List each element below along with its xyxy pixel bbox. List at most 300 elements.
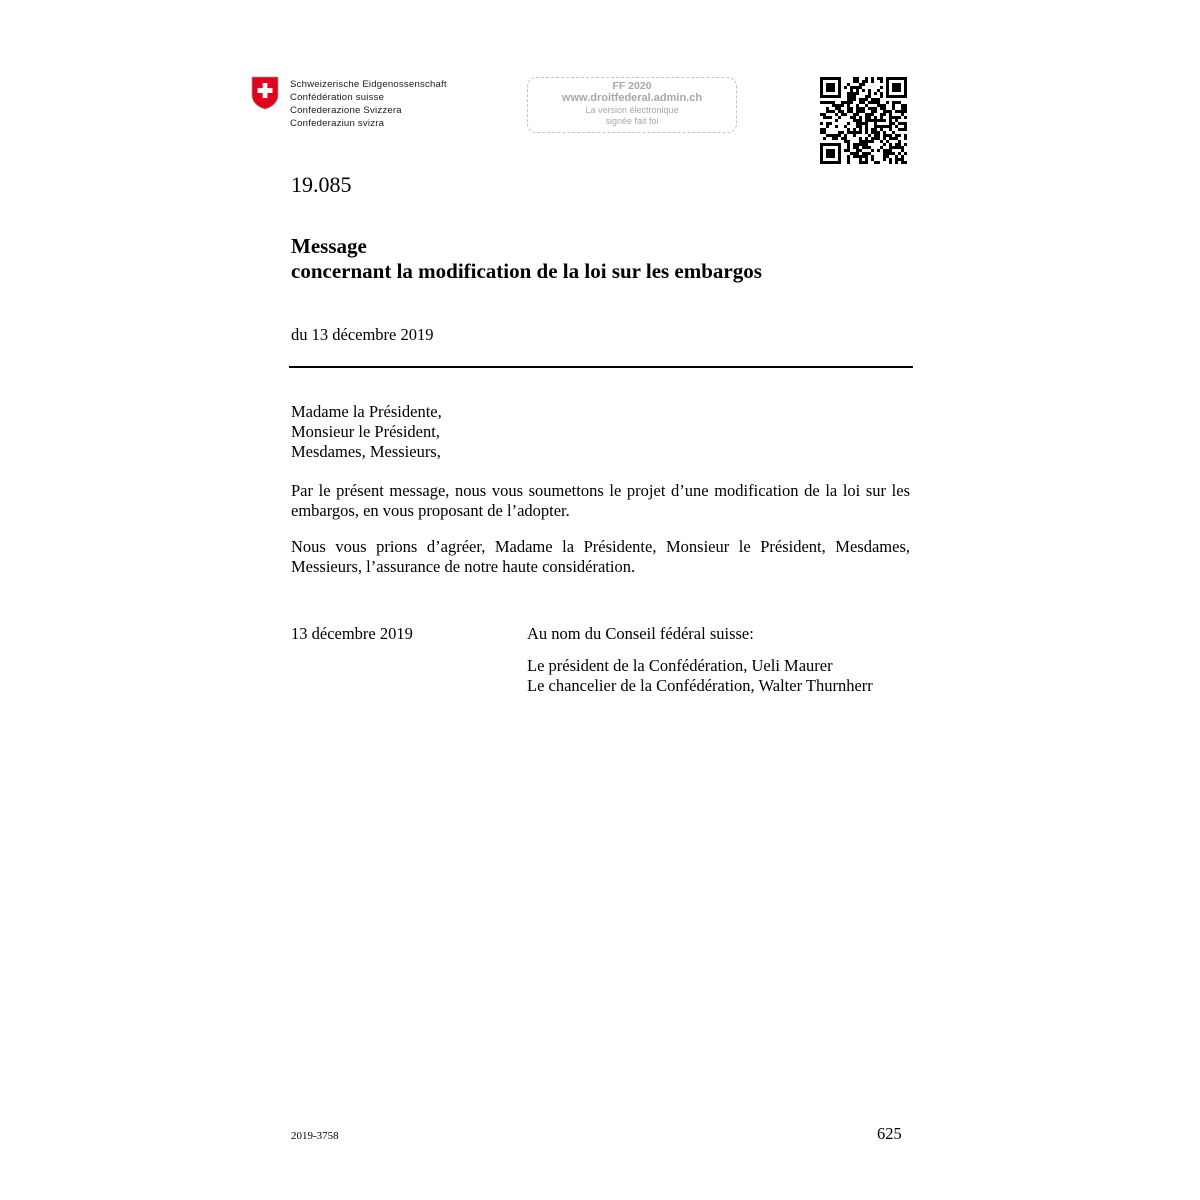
qr-module <box>877 125 880 128</box>
qr-module <box>868 113 871 116</box>
qr-module <box>877 149 880 152</box>
qr-module <box>889 149 892 152</box>
qr-module <box>826 155 829 158</box>
qr-module <box>859 161 862 164</box>
qr-module <box>886 86 889 89</box>
qr-module <box>865 95 868 98</box>
qr-module <box>901 128 904 131</box>
salutation-line1: Madame la Présidente, <box>291 402 442 421</box>
qr-module <box>838 92 841 95</box>
qr-module <box>838 134 841 137</box>
qr-module <box>847 143 850 146</box>
qr-module <box>856 155 859 158</box>
qr-module <box>838 89 841 92</box>
qr-module <box>898 146 901 149</box>
qr-module <box>832 137 835 140</box>
qr-module <box>832 143 835 146</box>
salutation <box>291 402 442 462</box>
qr-module <box>859 98 862 101</box>
qr-module <box>865 98 868 101</box>
body-paragraph-submission: Par le présent message, nous vous soumettons le projet d’une modification de la loi sur les embargos, en vous proposant de l’adopter. <box>291 481 910 520</box>
qr-module <box>856 110 859 113</box>
qr-module <box>871 131 874 134</box>
qr-module <box>853 152 856 155</box>
qr-module <box>865 152 868 155</box>
qr-module <box>895 134 898 137</box>
qr-module <box>829 89 832 92</box>
stamp-ff-reference: FF 2020 <box>612 80 652 92</box>
signatory-chancellor: Le chancelier de la Confédération, Walter Thurnherr <box>527 676 873 695</box>
qr-module <box>823 131 826 134</box>
qr-module <box>874 122 877 125</box>
confederation-name-fr: Confédération suisse <box>290 92 385 103</box>
qr-module <box>877 131 880 134</box>
qr-module <box>904 161 907 164</box>
qr-module <box>868 92 871 95</box>
qr-module <box>823 95 826 98</box>
qr-module <box>862 161 865 164</box>
qr-module <box>874 137 877 140</box>
qr-module <box>859 155 862 158</box>
qr-module <box>874 161 877 164</box>
qr-module <box>886 101 889 104</box>
qr-module <box>871 107 874 110</box>
qr-module <box>886 155 889 158</box>
qr-module <box>826 89 829 92</box>
qr-module <box>901 104 904 107</box>
qr-module <box>883 113 886 116</box>
qr-module <box>859 83 862 86</box>
qr-module <box>889 116 892 119</box>
qr-module <box>856 131 859 134</box>
qr-module <box>880 146 883 149</box>
official-publication-stamp <box>527 77 737 133</box>
qr-module <box>853 116 856 119</box>
qr-module <box>895 119 898 122</box>
qr-module <box>853 146 856 149</box>
qr-module <box>862 110 865 113</box>
qr-module <box>883 107 886 110</box>
qr-module <box>886 95 889 98</box>
qr-module <box>853 119 856 122</box>
qr-module <box>829 134 832 137</box>
qr-module <box>835 161 838 164</box>
document-date: du 13 décembre 2019 <box>291 325 434 344</box>
qr-module <box>838 107 841 110</box>
qr-module <box>883 119 886 122</box>
qr-module <box>886 149 889 152</box>
qr-module <box>868 146 871 149</box>
qr-module <box>820 152 823 155</box>
qr-module <box>850 131 853 134</box>
qr-module <box>904 137 907 140</box>
qr-module <box>898 86 901 89</box>
qr-module <box>820 86 823 89</box>
signature-on-behalf: Au nom du Conseil fédéral suisse: <box>527 624 754 643</box>
qr-module <box>871 158 874 161</box>
qr-module <box>820 113 823 116</box>
qr-module <box>892 83 895 86</box>
qr-module <box>892 107 895 110</box>
qr-module <box>895 110 898 113</box>
qr-module <box>838 86 841 89</box>
qr-module <box>886 83 889 86</box>
qr-module <box>904 83 907 86</box>
qr-module <box>877 161 880 164</box>
qr-module <box>904 125 907 128</box>
stamp-note-line1: La version électronique <box>585 105 679 115</box>
qr-module <box>838 104 841 107</box>
qr-module <box>895 86 898 89</box>
qr-module <box>841 137 844 140</box>
qr-module <box>850 107 853 110</box>
qr-module <box>871 80 874 83</box>
qr-module <box>895 143 898 146</box>
qr-module <box>856 152 859 155</box>
qr-module <box>847 98 850 101</box>
qr-module <box>826 149 829 152</box>
qr-module <box>856 149 859 152</box>
qr-module <box>877 77 880 80</box>
qr-module <box>862 107 865 110</box>
qr-module <box>895 158 898 161</box>
qr-module <box>862 146 865 149</box>
qr-module <box>880 92 883 95</box>
qr-module <box>889 95 892 98</box>
qr-module <box>892 86 895 89</box>
qr-module <box>859 122 862 125</box>
qr-module <box>850 101 853 104</box>
qr-module <box>886 110 889 113</box>
qr-module <box>874 125 877 128</box>
qr-module <box>820 101 823 104</box>
qr-module <box>898 116 901 119</box>
qr-module <box>856 77 859 80</box>
qr-module <box>862 83 865 86</box>
qr-module <box>820 89 823 92</box>
qr-module <box>859 101 862 104</box>
qr-module <box>862 140 865 143</box>
qr-module <box>838 158 841 161</box>
qr-module <box>898 152 901 155</box>
qr-module <box>904 86 907 89</box>
qr-module <box>835 113 838 116</box>
qr-module <box>853 92 856 95</box>
qr-module <box>829 110 832 113</box>
qr-module <box>823 77 826 80</box>
qr-module <box>868 107 871 110</box>
qr-module <box>889 158 892 161</box>
qr-module <box>853 131 856 134</box>
qr-module <box>847 155 850 158</box>
qr-module <box>877 137 880 140</box>
qr-module <box>832 101 835 104</box>
salutation-line3: Mesdames, Messieurs, <box>291 442 441 461</box>
qr-module <box>901 149 904 152</box>
qr-module <box>901 110 904 113</box>
qr-module <box>850 152 853 155</box>
qr-module <box>880 113 883 116</box>
qr-module <box>868 101 871 104</box>
qr-module <box>889 122 892 125</box>
stamp-note-line2: signée fait foi <box>605 116 659 126</box>
qr-module <box>895 125 898 128</box>
qr-module <box>838 149 841 152</box>
qr-module <box>820 128 823 131</box>
qr-module <box>865 140 868 143</box>
qr-module <box>898 128 901 131</box>
qr-module <box>847 149 850 152</box>
qr-module <box>832 134 835 137</box>
qr-module <box>835 143 838 146</box>
qr-module <box>850 95 853 98</box>
qr-module <box>856 89 859 92</box>
qr-module <box>850 110 853 113</box>
qr-module <box>841 104 844 107</box>
qr-module <box>874 98 877 101</box>
qr-module <box>892 104 895 107</box>
qr-module <box>901 161 904 164</box>
footer-document-id: 2019-3758 <box>291 1130 339 1142</box>
qr-module <box>835 125 838 128</box>
qr-module <box>895 101 898 104</box>
qr-module <box>886 140 889 143</box>
qr-module <box>859 119 862 122</box>
qr-module <box>853 98 856 101</box>
qr-module <box>829 155 832 158</box>
qr-module <box>847 161 850 164</box>
qr-module <box>838 143 841 146</box>
qr-module <box>865 128 868 131</box>
qr-module <box>865 113 868 116</box>
qr-module <box>826 122 829 125</box>
qr-module <box>847 101 850 104</box>
qr-module <box>826 95 829 98</box>
salutation-line2: Monsieur le Président, <box>291 422 440 441</box>
qr-module <box>895 137 898 140</box>
qr-module <box>820 155 823 158</box>
qr-module <box>823 137 826 140</box>
qr-module <box>877 134 880 137</box>
qr-module <box>889 152 892 155</box>
qr-module <box>853 80 856 83</box>
qr-module <box>850 89 853 92</box>
qr-module <box>883 137 886 140</box>
qr-module <box>859 149 862 152</box>
qr-module <box>904 152 907 155</box>
qr-module <box>826 101 829 104</box>
qr-module <box>841 131 844 134</box>
qr-module <box>862 101 865 104</box>
qr-module <box>871 149 874 152</box>
qr-module <box>862 152 865 155</box>
qr-module <box>859 137 862 140</box>
qr-module <box>832 95 835 98</box>
qr-module <box>820 161 823 164</box>
qr-module <box>904 122 907 125</box>
qr-module <box>886 125 889 128</box>
qr-module <box>886 92 889 95</box>
qr-module <box>844 134 847 137</box>
qr-module <box>865 161 868 164</box>
qr-module <box>889 143 892 146</box>
qr-module <box>883 104 886 107</box>
qr-module <box>838 152 841 155</box>
qr-module <box>898 122 901 125</box>
qr-module <box>904 128 907 131</box>
qr-module <box>859 86 862 89</box>
qr-module <box>856 143 859 146</box>
qr-module <box>847 131 850 134</box>
qr-module <box>856 80 859 83</box>
qr-module <box>892 95 895 98</box>
qr-module <box>826 161 829 164</box>
qr-module <box>883 125 886 128</box>
qr-module <box>847 92 850 95</box>
qr-module <box>880 77 883 80</box>
qr-module <box>892 131 895 134</box>
qr-module <box>838 83 841 86</box>
qr-module <box>859 158 862 161</box>
qr-module <box>847 95 850 98</box>
qr-module <box>856 104 859 107</box>
qr-module <box>832 86 835 89</box>
qr-module <box>826 107 829 110</box>
qr-module <box>886 152 889 155</box>
qr-module <box>838 95 841 98</box>
qr-module <box>892 137 895 140</box>
qr-module <box>820 122 823 125</box>
qr-module <box>904 134 907 137</box>
qr-module <box>829 116 832 119</box>
qr-module <box>874 131 877 134</box>
qr-module <box>820 95 823 98</box>
qr-module <box>835 137 838 140</box>
qr-module <box>853 143 856 146</box>
qr-module <box>829 83 832 86</box>
qr-module <box>859 128 862 131</box>
signatory-president: Le président de la Confédération, Ueli Maurer <box>527 656 833 675</box>
qr-module <box>847 128 850 131</box>
qr-module <box>865 143 868 146</box>
qr-module <box>865 131 868 134</box>
qr-module <box>832 77 835 80</box>
qr-module <box>829 152 832 155</box>
qr-module <box>862 122 865 125</box>
qr-module <box>898 77 901 80</box>
qr-module <box>874 128 877 131</box>
qr-module <box>889 110 892 113</box>
qr-module <box>898 158 901 161</box>
qr-module <box>880 86 883 89</box>
qr-module <box>865 155 868 158</box>
qr-module <box>865 137 868 140</box>
qr-module <box>871 155 874 158</box>
qr-module <box>865 116 868 119</box>
qr-module <box>877 104 880 107</box>
qr-module <box>904 107 907 110</box>
qr-module <box>847 83 850 86</box>
qr-module <box>883 134 886 137</box>
qr-module <box>853 77 856 80</box>
qr-module <box>847 110 850 113</box>
confederation-name-it: Confederazione Svizzera <box>290 105 402 116</box>
qr-module <box>826 143 829 146</box>
qr-module <box>898 83 901 86</box>
qr-module <box>871 140 874 143</box>
qr-module <box>889 125 892 128</box>
qr-module <box>877 98 880 101</box>
qr-module <box>835 104 838 107</box>
qr-module <box>862 143 865 146</box>
qr-module <box>853 128 856 131</box>
qr-module <box>853 113 856 116</box>
title-divider <box>289 366 913 368</box>
qr-module <box>904 116 907 119</box>
qr-module <box>883 143 886 146</box>
qr-module <box>874 107 877 110</box>
qr-module <box>820 149 823 152</box>
qr-module <box>856 122 859 125</box>
qr-module <box>820 80 823 83</box>
qr-module <box>832 152 835 155</box>
qr-module <box>865 104 868 107</box>
qr-module <box>901 107 904 110</box>
qr-module <box>865 122 868 125</box>
qr-module <box>865 146 868 149</box>
qr-module <box>874 101 877 104</box>
qr-module <box>880 95 883 98</box>
qr-module <box>901 146 904 149</box>
qr-module <box>829 101 832 104</box>
qr-module <box>904 110 907 113</box>
qr-module <box>820 92 823 95</box>
qr-module <box>826 86 829 89</box>
qr-module <box>820 143 823 146</box>
qr-module <box>823 161 826 164</box>
qr-module <box>901 95 904 98</box>
qr-module <box>826 116 829 119</box>
qr-module <box>862 155 865 158</box>
qr-module <box>886 77 889 80</box>
qr-module <box>865 80 868 83</box>
qr-module <box>844 101 847 104</box>
qr-module <box>835 77 838 80</box>
qr-module <box>880 140 883 143</box>
qr-module <box>853 95 856 98</box>
qr-module <box>892 89 895 92</box>
qr-module <box>841 101 844 104</box>
qr-module <box>880 119 883 122</box>
page-number: 625 <box>877 1124 902 1143</box>
qr-module <box>868 119 871 122</box>
qr-module <box>871 77 874 80</box>
qr-module <box>835 119 838 122</box>
qr-module <box>883 149 886 152</box>
qr-module <box>823 113 826 116</box>
qr-module <box>844 86 847 89</box>
qr-module <box>820 146 823 149</box>
qr-module <box>832 104 835 107</box>
qr-module <box>877 101 880 104</box>
qr-module <box>844 113 847 116</box>
qr-module <box>829 161 832 164</box>
qr-module <box>856 119 859 122</box>
qr-module <box>871 101 874 104</box>
qr-module <box>820 77 823 80</box>
qr-module <box>904 89 907 92</box>
qr-module <box>871 98 874 101</box>
